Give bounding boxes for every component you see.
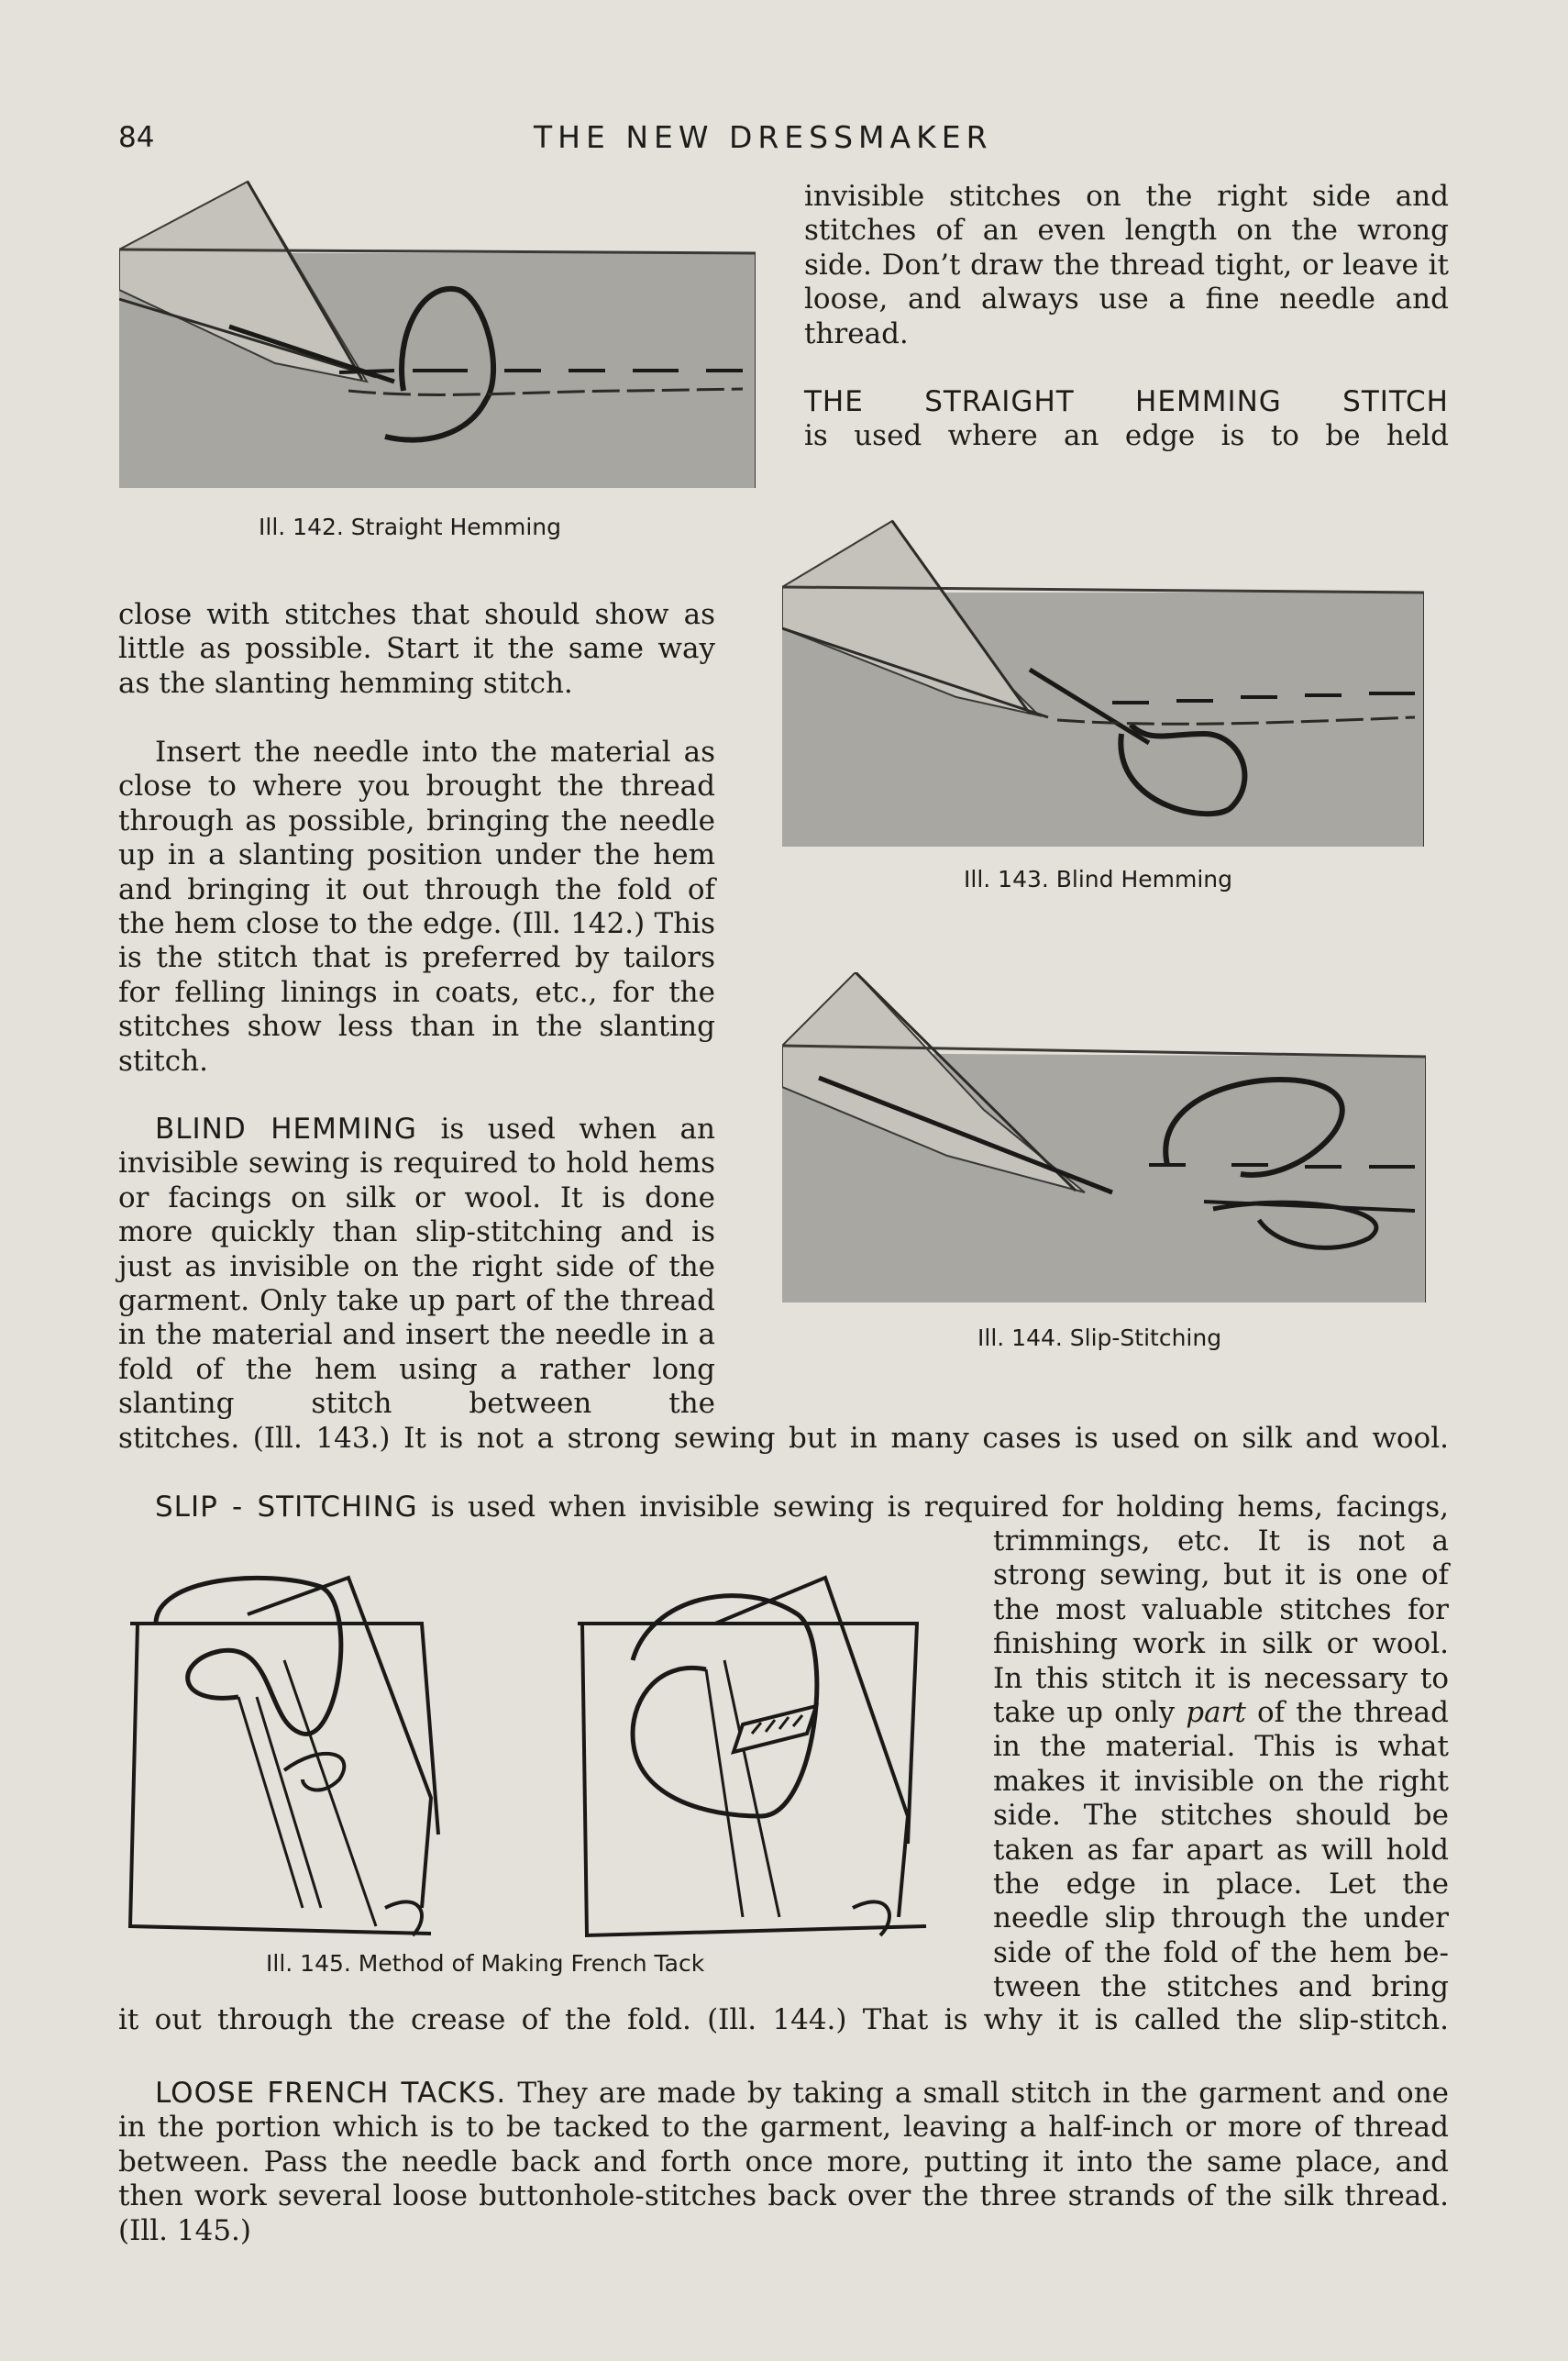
french-tacks-paragraph: [118, 2077, 1449, 2248]
caption-ill-144: Ill. 144. Slip-Stitching: [977, 1325, 1222, 1351]
straight-hemming-continued: [118, 598, 715, 701]
paragraph-text: Insert the needle into the material as close to where you brought the thread through as possible, bringing the needle up in a slanting position under the hem and bringing it out through the fold of the hem close to the edge. (Ill. 142.) This is the stitch that is preferred by tailors for felling linings in coats, etc., for the stitches show less than in the slanting stitch.: [118, 736, 715, 1078]
slip-line: the edge in place. Let the: [993, 1868, 1449, 1901]
slip-part-em: part: [1186, 1696, 1246, 1730]
slip-line: in the material. This is what: [993, 1730, 1449, 1764]
slip-stitching-column: [993, 1524, 1449, 2005]
running-title: THE NEW DRESSMAKER: [534, 119, 993, 155]
paragraph-text: it out through the crease of the fold. (Ill. 144.) That is why it is called the slip-stitch.: [118, 2003, 1449, 2036]
slip-stitching-heading: SLIP - STITCHING: [155, 1491, 418, 1524]
slip-line: the most valuable stitches for: [993, 1592, 1449, 1626]
slip-part-post: of the thread: [1256, 1696, 1449, 1730]
french-tacks-heading: LOOSE FRENCH TACKS.: [155, 2077, 507, 2110]
illustration-144-slip-stitching: [782, 972, 1426, 1302]
slip-line: side of the fold of the hem be-: [993, 1935, 1449, 1969]
slip-stitching-first-line: [155, 1491, 1449, 1524]
insert-paragraph: [118, 736, 715, 1079]
blind-hemming-heading: BLIND HEMMING: [155, 1113, 417, 1146]
illustration-142-straight-hemming: [119, 171, 756, 488]
slip-line: makes it invisible on the right: [993, 1764, 1449, 1798]
slip-line: taken as far apart as will hold: [993, 1833, 1449, 1867]
slip-stitching-final-line: [118, 2003, 1449, 2037]
illustration-145-french-tack: [119, 1559, 944, 1945]
slip-line: needle slip through the under: [993, 1901, 1449, 1935]
page-number: 84: [118, 121, 155, 154]
paragraph-text: close with stitches that should show as little as possible. Start it the same way as the slanting hemming stitch.: [118, 598, 715, 700]
paragraph-text: is used when invisible sewing is required for holding hems, facings,: [430, 1491, 1449, 1524]
slip-line: side. The stitches should be: [993, 1799, 1449, 1833]
slip-line: strong sewing, but it is one of: [993, 1558, 1449, 1592]
straight-hemming-heading-block: [804, 385, 1449, 454]
paragraph-text: They are made by taking a small stitch in the garment and one in the portion which is to be tacked to the garment, leaving a half-inch or more of thread between. Pass the needle back and forth once more, putting it into the same place, and then work several loose buttonhole-stitches back over the three strands of the silk thread. (Ill. 145.): [118, 2077, 1450, 2247]
paragraph-text: stitches. (Ill. 143.) It is not a strong sewing but in many cases is used on silk and wool.: [118, 1422, 1449, 1455]
straight-hemming-heading-rest: is used where an edge is to be held: [804, 419, 1449, 453]
paragraph-text: is used when an invisible sewing is required to hold hems or facings on silk or wool. It is done more quickly than slip-stitching and is just as invisible on the right side of the garment. Only take up part of the thread in the material and insert the needle in a fold of the hem using a rather long slanting stitch between the: [118, 1113, 716, 1421]
straight-hemming-heading: THE STRAIGHT HEMMING STITCH: [804, 385, 1449, 418]
caption-ill-143: Ill. 143. Blind Hemming: [964, 866, 1233, 892]
caption-ill-142: Ill. 142. Straight Hemming: [259, 514, 561, 540]
slip-line: tween the stitches and bring: [993, 1970, 1449, 2004]
paragraph-col1-top: [804, 180, 1449, 351]
paragraph-text: invisible stitches on the right side and stitches of an even length on the wrong side. Don’t draw the thread tight, or leave it loose, and always use a fine needle and thread.: [804, 180, 1449, 350]
slip-line-part: [993, 1696, 1449, 1730]
blind-hemming-final-line: [118, 1422, 1449, 1456]
slip-part-pre: take up only: [993, 1696, 1176, 1730]
slip-line: finishing work in silk or wool.: [993, 1627, 1449, 1661]
illustration-143-blind-hemming: [782, 514, 1424, 847]
blind-hemming-paragraph: [118, 1113, 715, 1422]
caption-ill-145: Ill. 145. Method of Making French Tack: [266, 1950, 705, 1977]
slip-line: In this stitch it is necessary to: [993, 1661, 1449, 1695]
slip-line: trimmings, etc. It is not a: [993, 1524, 1449, 1557]
